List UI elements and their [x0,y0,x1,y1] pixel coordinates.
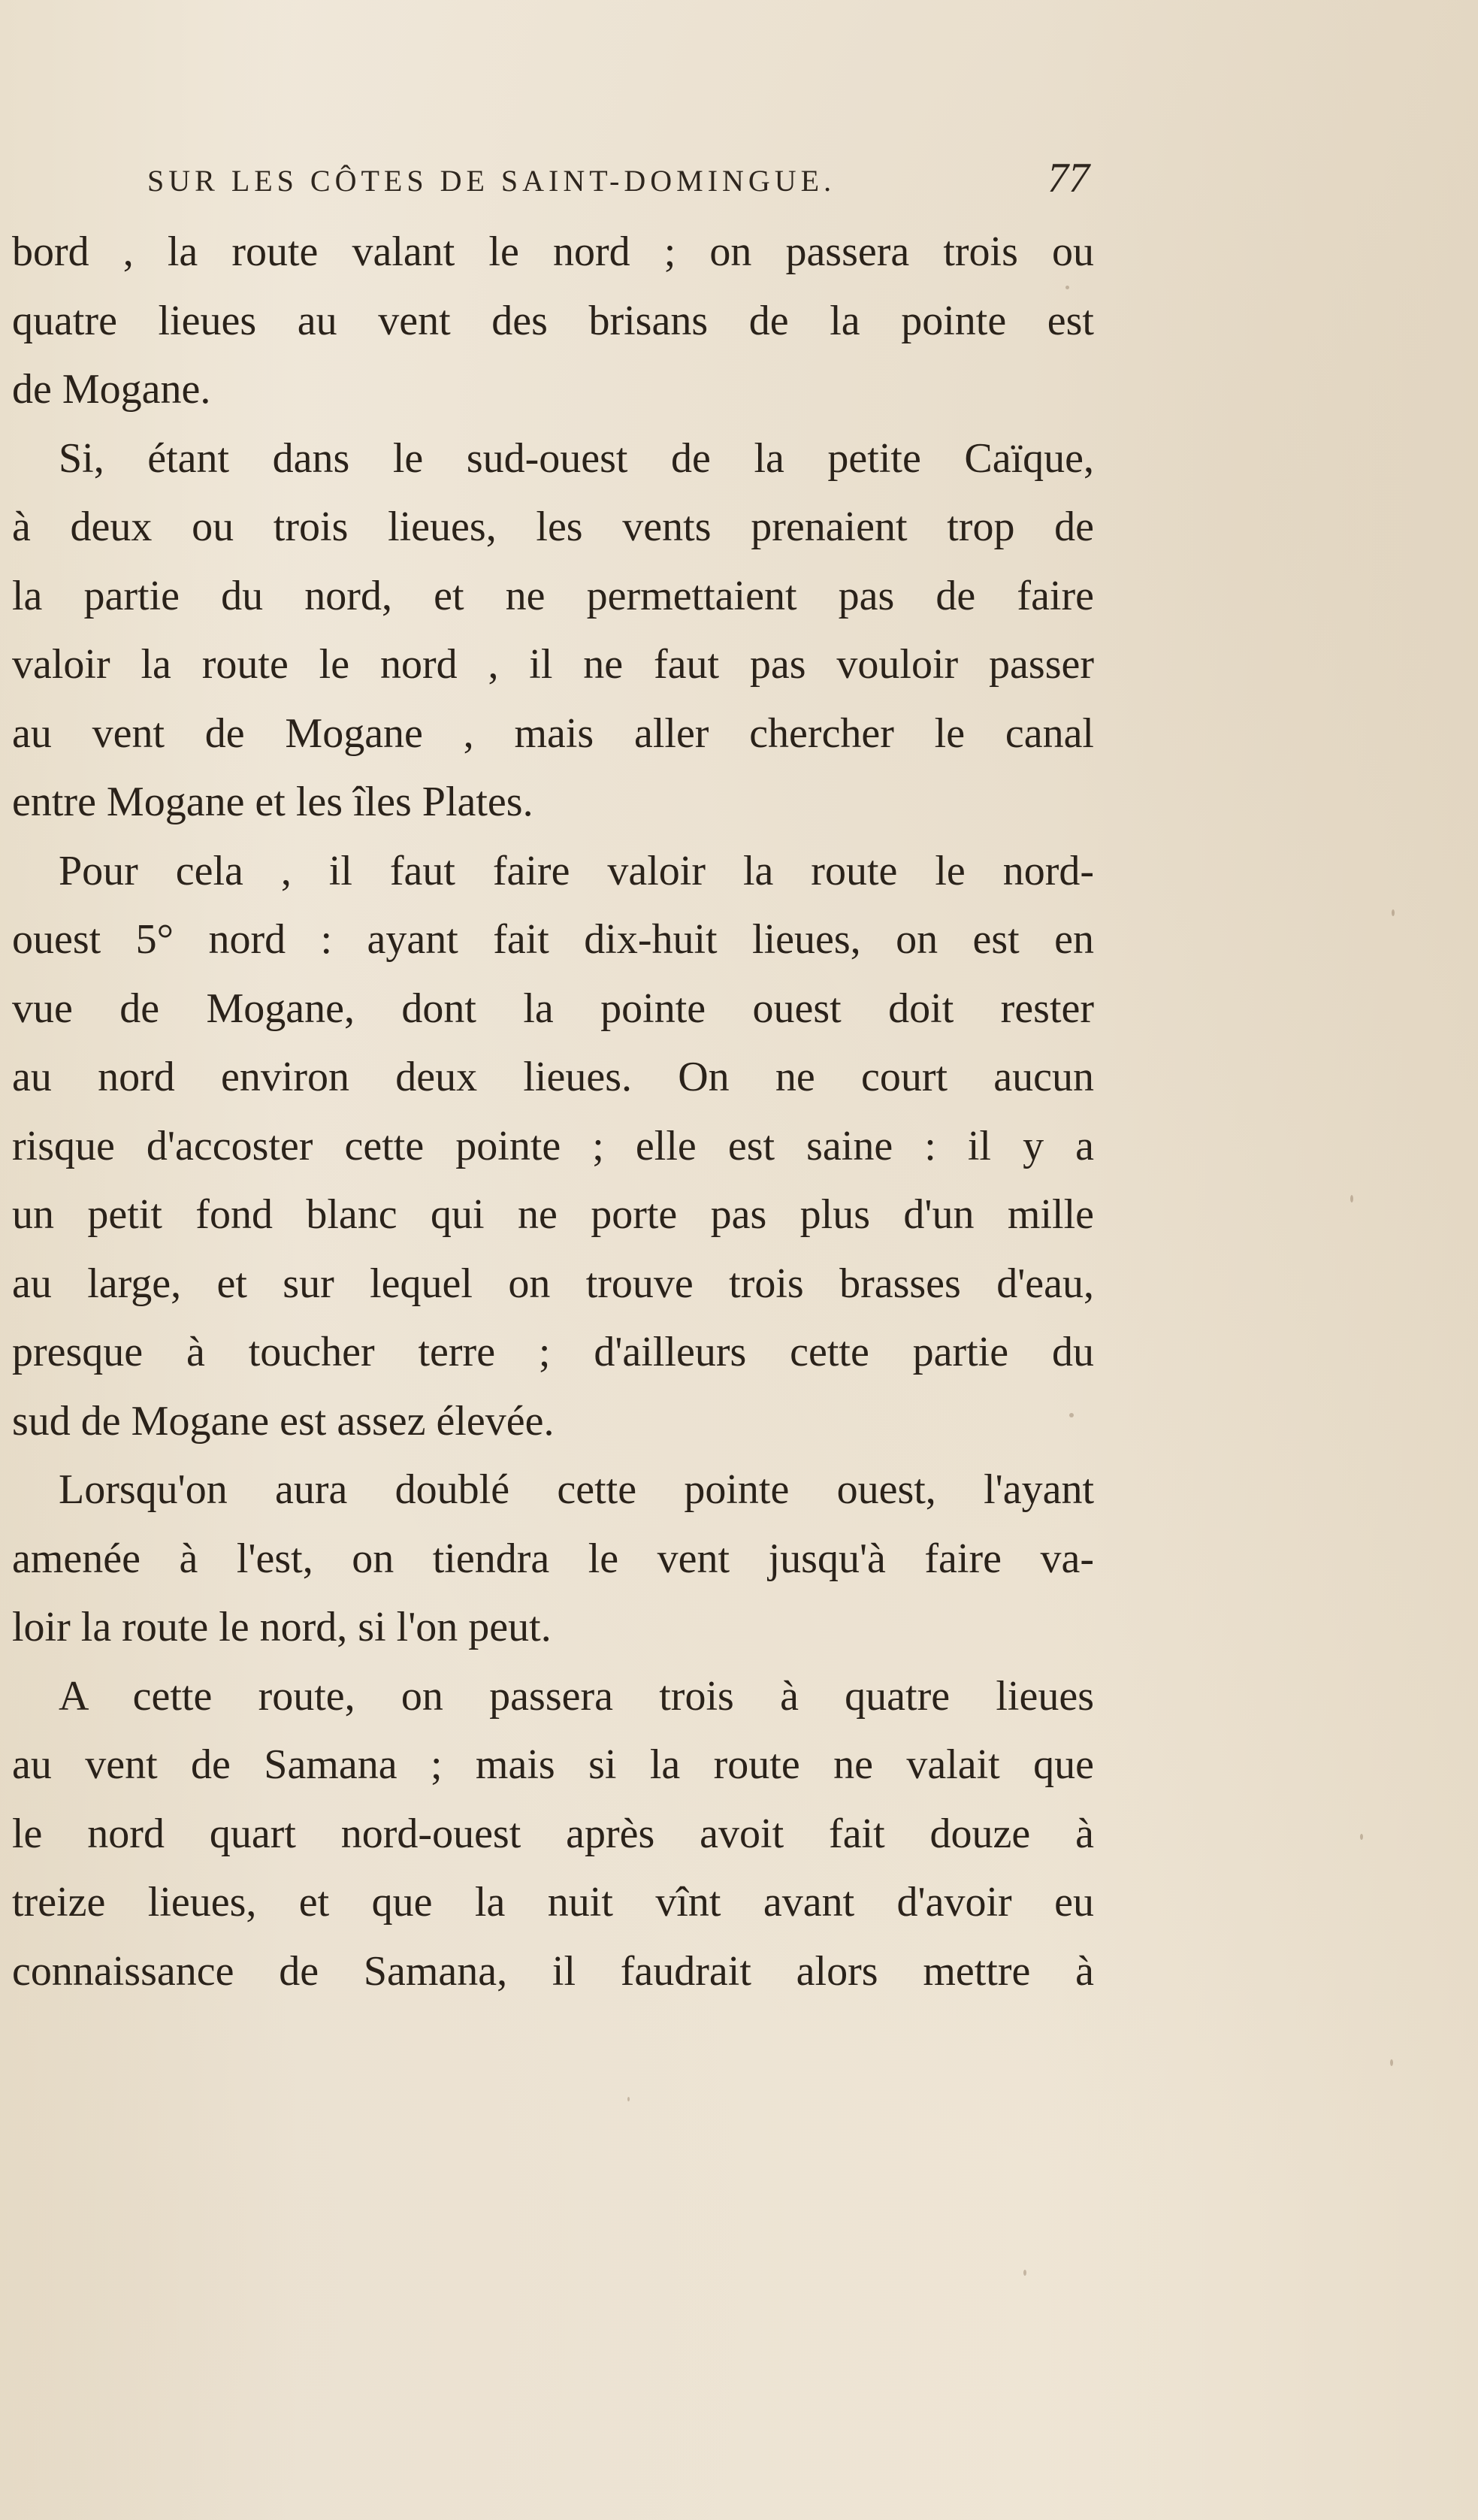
text-line: connaissance de Samana, il faudrait alors mettre à [12,1947,1094,1995]
text-line: presque à toucher terre ; d'ailleurs cette partie du [12,1329,1094,1375]
paper-speck [1023,2270,1026,2276]
text-line: valoir la route le nord , il ne faut pas vouloir passer [12,641,1094,688]
text-line: entre Mogane et les îles Plates. [12,779,533,825]
text-line: loir la route le nord, si l'on peut. [12,1604,552,1650]
text-line: le nord quart nord-ouest après avoit fait douze à [12,1810,1094,1857]
paper-speck [1350,1195,1353,1203]
paper-speck [1392,909,1395,916]
paper-speck [1390,2059,1393,2066]
paper-speck [1360,1834,1363,1840]
running-head [147,154,1090,214]
text-line: Lorsqu'on aura doublé cette pointe ouest, l'ayant [59,1466,1094,1513]
text-line: amenée à l'est, on tiendra le vent jusqu'à faire va- [12,1535,1094,1582]
text-line: au vent de Samana ; mais si la route ne valait que [12,1741,1094,1788]
text-line: de Mogane. [12,366,211,413]
text-line: A cette route, on passera trois à quatre lieues [59,1672,1094,1720]
running-title: SUR LES CÔTES DE SAINT-DOMINGUE. [147,164,836,198]
body-text [12,218,1094,2006]
text-line: au large, et sur lequel on trouve trois brasses d'eau, [12,1260,1094,1307]
text-line: un petit fond blanc qui ne porte pas plus d'un mille [12,1191,1094,1238]
page-number: 77 [1047,155,1090,201]
text-line: quatre lieues au vent des brisans de la pointe est [12,297,1094,344]
text-line: risque d'accoster cette pointe ; elle est saine : il y a [12,1122,1094,1169]
paper-speck [627,2097,630,2101]
paper-speck [1065,286,1069,289]
text-line: Si, étant dans le sud-ouest de la petite Caïque, [59,434,1094,482]
text-line: bord , la route valant le nord ; on passera trois ou [12,228,1094,275]
paper-speck [1069,1413,1074,1417]
text-line: vue de Mogane, dont la pointe ouest doit rester [12,985,1094,1032]
text-line: Pour cela , il faut faire valoir la route le nord- [59,847,1094,894]
text-line: sud de Mogane est assez élevée. [12,1397,555,1445]
text-line: treize lieues, et que la nuit vînt avant d'avoir eu [12,1879,1094,1926]
text-line: au vent de Mogane , mais aller chercher le canal [12,709,1094,757]
text-line: à deux ou trois lieues, les vents prenaient trop de [12,504,1094,550]
text-line: ouest 5° nord : ayant fait dix-huit lieues, on est en [12,916,1094,963]
text-line: la partie du nord, et ne permettaient pas de faire [12,572,1094,619]
text-line: au nord environ deux lieues. On ne court aucun [12,1054,1094,1100]
